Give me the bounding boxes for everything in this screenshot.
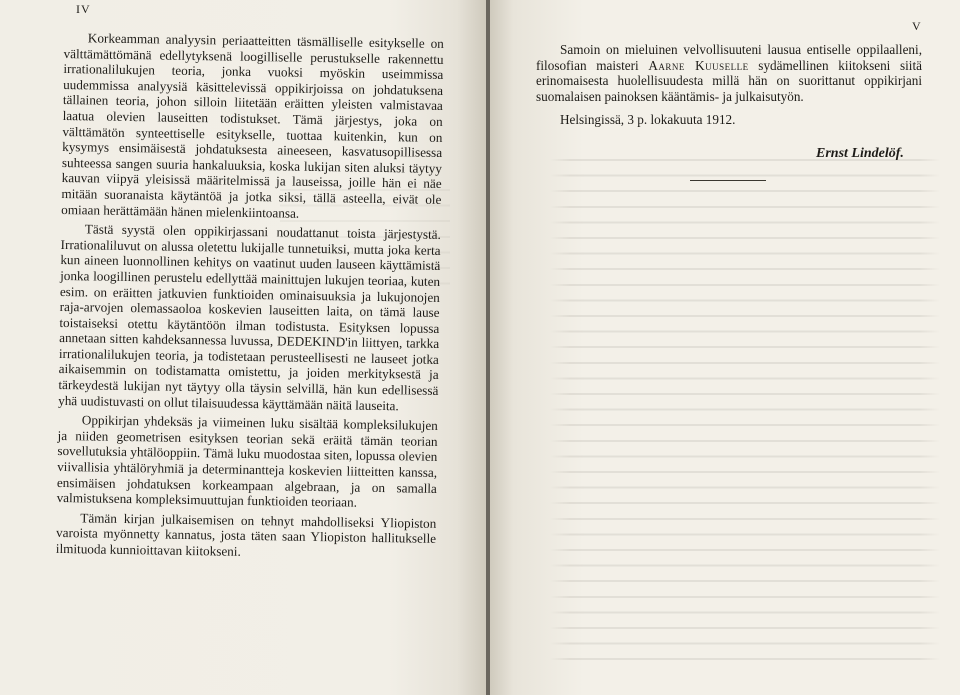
author-signature: Ernst Lindelöf. (816, 146, 904, 161)
preface-text-left (56, 30, 444, 566)
preface-text-right (536, 42, 922, 108)
place-and-date: Helsingissä, 3 p. lokakuuta 1912. (560, 112, 736, 127)
paragraph: Oppikirjan yhdeksäs ja viimeinen luku sisältää kompleksilukujen ja niiden geometrisen esityksen teorian sekä eräitä tämän teorian sovellutuksia yhtälöoppiin. Tämä luku muodostaa siten, lopussa olevien viivallisia yhtälöryhmiä ja determinantteja koskevien liitteitten kanssa, ensimäisen johdatuksen korkeampaan algebraan, ja on samalla valmistuksena kompleksimuuttujan funktioiden teoriaan. (56, 412, 438, 510)
translator-name: Aarne Kuuselle (648, 57, 749, 73)
right-page (490, 0, 960, 695)
separator-rule (690, 180, 766, 181)
acknowledgement-text-start: Samoin on mieluinen velvollisuuteni lausua entiselle oppilaalleni, filosofian maisteri (536, 42, 922, 73)
paragraph: Korkeamman analyysin periaatteitten täsmälliselle esitykselle on välttämättömänä edellytyksenä loogilliselle perustukselle rakennettu irrationalilukujen teoria, jonka vuoksi myöskin useimmissa uudemmissa analyysiä käsittelevissä oppikirjoissa on johdatuksena tällainen teoria, johon silloin liitetään eräitten yleisten valmistavaa laatua olevien lauseitten todistukset. Tämä järjestys, joka on välttämätön synteettiselle esitykselle, tuottaa kuitenkin, kun on kysymys ensimäisestä johdatuksesta aineeseen, kasvatusopillisessa suhteessa sangen suuria hankaluuksia, koska lukijan siten aluksi täytyy kauvan viipyä yleisissä määritelmissä ja lauseissa, joille hän ei näe mitään suoranaista käytäntöä ja jotka siksi, tällä asteella, eivät ole omiaan herättämään hänen mielenkiintoansa. (61, 30, 444, 221)
paragraph: Tämän kirjan julkaisemisen on tehnyt mahdolliseksi Yliopiston varoista myönnetty kannatus, josta täten saan Yliopiston hallitukselle ilmituoda kunnioittavan kiitokseni. (55, 510, 437, 559)
show-through-texture-right (550, 150, 940, 670)
acknowledgement-text-end: sydämellinen kiitokseni siitä erinomaisesta huolellisuudesta millä hän on suorittanut oppikirjani suomalaisen painoksen kääntämis- ja julkaisutyön. (536, 57, 922, 104)
paragraph: Tästä syystä olen oppikirjassani noudattanut toista järjestystä. Irrationaliluvut on alussa oletettu lukijalle tunnetuiksi, mutta joka kerta kun aineen luonnollinen kehitys on vaatinut uuden lauseen käyttämistä jonka loogillinen perustelu edellyttää mainittujen lukujen teoriaa, kuten esim. on eräitten jatkuvien funktioiden ominaisuuksia ja lukujonojen raja-arvojen olemassaoloa koskevien lauseitten laita, on tämä lause toistaiseksi otettu käytäntöön ilman todistusta. Esityksen lopussa annetaan sitten kahdeksannessa luvussa, DEDEKIND'in liittyen, tarkka irrationalilukujen teoria, ja todistetaan perusteellisesti ne lauseet jotka aikaisemmin on todistamatta omistettu, ja joiden merkityksestä ja tärkeydestä lukijan nyt täytyy olla täysin selvillä, hän kun edellisessä yhä uudistuvasti on ollut tilaisuudessa käyttämään näitä lauseita. (58, 221, 441, 413)
acknowledgement-paragraph (536, 42, 922, 104)
page-number-right: V (912, 19, 922, 33)
page-number-left: IV (76, 2, 91, 16)
